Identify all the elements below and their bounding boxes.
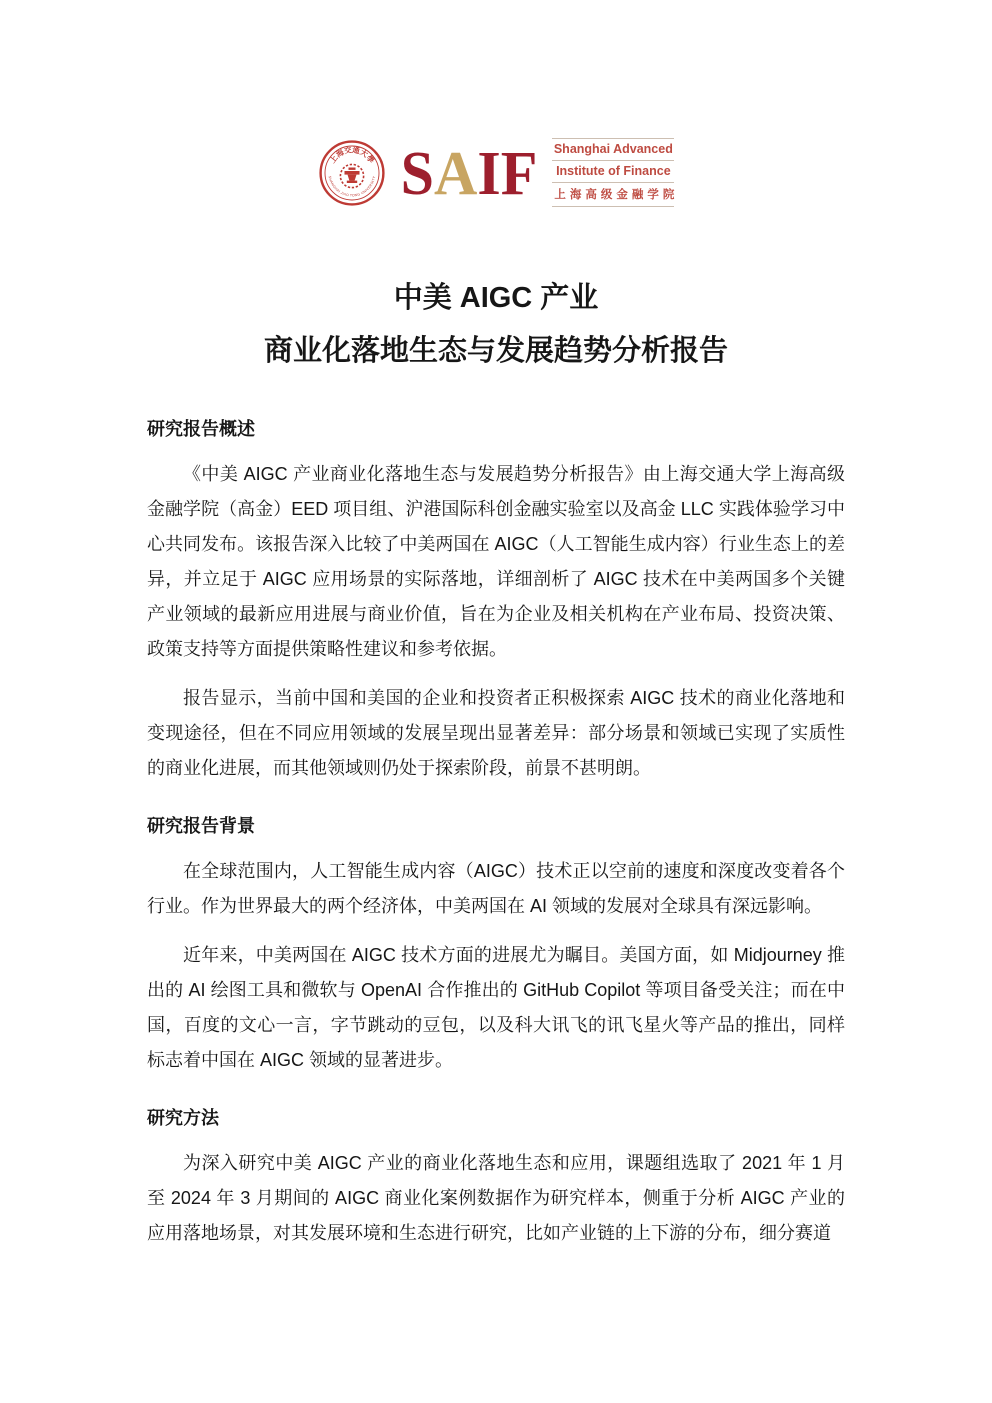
org-name-block: [552, 138, 679, 207]
section-heading-methodology: 研究方法: [147, 1108, 219, 1128]
wordmark-letter-i: I: [477, 138, 501, 207]
org-name-en-line2: Institute of Finance: [556, 164, 671, 178]
wordmark-letter-a: A: [434, 138, 478, 207]
background-paragraph-1: 在全球范围内，人工智能生成内容（AIGC）技术正以空前的速度和深度改变着各个行业。作为世界最大的两个经济体，中美两国在 AI 领域的发展对全球具有深远影响。: [147, 861, 845, 916]
seal-top-text: 上海交通大學: [327, 144, 376, 165]
report-title-line2: 商业化落地生态与发展趋势分析报告: [263, 335, 728, 367]
overview-paragraph-1: 《中美 AIGC 产业商业化落地生态与发展趋势分析报告》由上海交通大学上海高级金融学院（高金）EED 项目组、沪港国际科创金融实验室以及高金 LLC 实践体验学习中心共同发布。该报告深入比较了中美两国在 AIGC（人工智能生成内容）行业生态上的差异，并立足于 AIGC 应用场景的实际落地，详细剖析了 AIGC 技术在中美两国多个关键产业领域的最新应用进展与商业价值，旨在为企业及相关机构在产业布局、投资决策、政策支持等方面提供策略性建议和参考依据。: [147, 464, 845, 659]
sjtu-seal-icon: [318, 139, 386, 207]
methodology-paragraph-1: 为深入研究中美 AIGC 产业的商业化落地生态和应用，课题组选取了 2021 年 1 月至 2024 年 3 月期间的 AIGC 商业化案例数据作为研究样本，侧重于分析 AIGC 产业的应用落地场景，对其发展环境和生态进行研究，比如产业链的上下游的分布，细分赛道: [147, 1153, 845, 1243]
saif-wordmark: [400, 138, 538, 207]
org-name-en-line1: Shanghai Advanced: [553, 142, 673, 156]
report-title: [0, 281, 992, 368]
wordmark-letter-s: S: [400, 138, 434, 207]
section-heading-overview: 研究报告概述: [147, 419, 255, 439]
section-heading-background: 研究报告背景: [147, 816, 255, 836]
overview-paragraph-2: 报告显示，当前中国和美国的企业和投资者正积极探索 AIGC 技术的商业化落地和变现途径，但在不同应用领域的发展呈现出显著差异：部分场景和领域已实现了实质性的商业化进展，而其他领域则仍处于探索阶段，前景不甚明朗。: [147, 688, 845, 778]
background-paragraph-2: 近年来，中美两国在 AIGC 技术方面的进展尤为瞩目。美国方面，如 Midjourney 推出的 AI 绘图工具和微软与 OpenAI 合作推出的 GitHub Copilot 等项目备受关注；而在中国，百度的文心一言，字节跳动的豆包，以及科大讯飞的讯飞星火等产品的推出，同样标志着中国在 AIGC 领域的显著进步。: [147, 945, 845, 1070]
seal-bottom-text: SHANGHAI JIAO TONG UNIVERSITY: [327, 175, 376, 198]
org-name-cn: 上海高级金融学院: [554, 189, 679, 201]
seal-anvil-icon: [340, 164, 363, 187]
saif-logo: [0, 0, 992, 207]
report-body: [147, 418, 845, 1251]
report-title-line1: 中美 AIGC 产业: [393, 282, 599, 314]
divider: [552, 206, 674, 207]
wordmark-letter-f: F: [500, 138, 538, 207]
